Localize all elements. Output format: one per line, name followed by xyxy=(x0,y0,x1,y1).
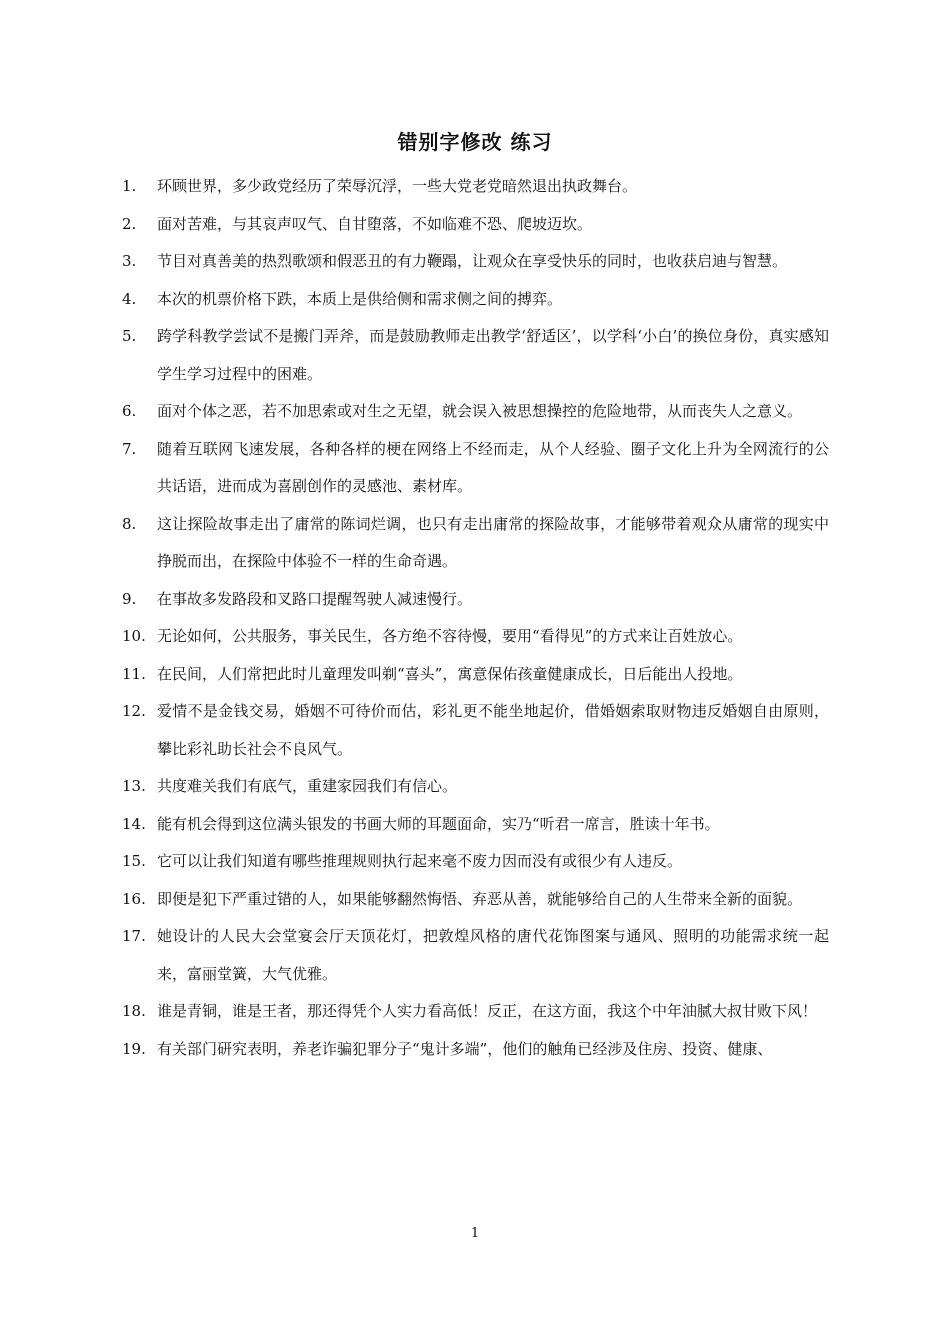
item-text: 有关部门研究表明，养老诈骗犯罪分子“鬼计多端”，他们的触角已经涉及住房、投资、健康、 xyxy=(157,1039,773,1058)
item-text: 在事故多发路段和叉路口提醒驾驶人减速慢行。 xyxy=(157,589,473,608)
list-item xyxy=(0,993,950,1031)
list-item xyxy=(0,768,950,806)
item-number: 2. xyxy=(122,214,137,233)
item-text: 随着互联网飞速发展，各种各样的梗在网络上不经而走，从个人经验、圈子文化上升为全网流行的公共话语，进而成为喜剧创作的灵感池、素材库。 xyxy=(157,439,829,495)
item-number: 17. xyxy=(122,927,146,945)
item-text: 即便是犯下严重过错的人，如果能够翻然悔悟、弃恶从善，就能够给自己的人生带来全新的面貌。 xyxy=(157,889,803,908)
item-number: 6. xyxy=(122,402,137,420)
list-item xyxy=(0,806,950,844)
item-text: 面对苦难，与其哀声叹气、自甘堕落，不如临难不恐、爬坡迈坎。 xyxy=(157,214,593,233)
item-text: 跨学科教学尝试不是搬门弄斧，而是鼓励教师走出教学‘舒适区’，以学科‘小白’的换位身份，真实感知学生学习过程中的困难。 xyxy=(157,327,829,383)
list-item xyxy=(0,281,950,319)
item-number: 7. xyxy=(122,439,137,458)
item-number: 8. xyxy=(122,514,137,533)
list-item xyxy=(0,431,950,506)
item-number: 14. xyxy=(122,814,146,833)
item-number: 13. xyxy=(122,777,146,795)
item-text: 谁是青铜，谁是王者，那还得凭个人实力看高低！反正，在这方面，我这个中年油腻大叔甘败下风！ xyxy=(157,1002,818,1020)
list-item xyxy=(0,618,950,656)
item-text: 能有机会得到这位满头银发的书画大师的耳题面命，实乃“听君一席言，胜读十年书。 xyxy=(157,814,720,833)
item-text: 它可以让我们知道有哪些推理规则执行起来毫不废力因而没有或很少有人违反。 xyxy=(157,852,683,870)
item-text: 在民间，人们常把此时儿童理发叫剃“喜头”，寓意保佑孩童健康成长，日后能出人投地。 xyxy=(157,664,743,683)
item-number: 15. xyxy=(122,852,146,870)
list-item xyxy=(0,656,950,694)
list-item xyxy=(0,918,950,993)
list-item xyxy=(0,393,950,431)
list-item xyxy=(0,693,950,768)
item-number: 1. xyxy=(122,177,137,195)
item-text: 这让探险故事走出了庸常的陈词烂调，也只有走出庸常的探险故事，才能够带着观众从庸常的现实中挣脱而出，在探险中体验不一样的生命奇遇。 xyxy=(157,514,829,570)
page-title: 错别字修改 练习 xyxy=(397,130,553,154)
list-item xyxy=(0,581,950,619)
list-item xyxy=(0,881,950,919)
item-text: 本次的机票价格下跌，本质上是供给侧和需求侧之间的搏弈。 xyxy=(157,289,563,308)
item-text: 爱情不是金钱交易，婚姻不可待价而估，彩礼更不能坐地起价，借婚姻索取财物违反婚姻自由原则，攀比彩礼助长社会不良风气。 xyxy=(157,702,829,758)
item-number: 16. xyxy=(122,889,146,908)
page-number: 1 xyxy=(470,1226,480,1241)
item-number: 19. xyxy=(122,1039,146,1058)
item-number: 5. xyxy=(122,327,137,345)
list-item xyxy=(0,243,950,281)
item-number: 12. xyxy=(122,702,146,720)
item-text: 无论如何，公共服务，事关民生，各方绝不容待慢，要用“看得见”的方式来让百姓放心。 xyxy=(157,627,743,645)
item-number: 10. xyxy=(122,627,146,645)
list-item xyxy=(0,1031,950,1069)
list-item xyxy=(0,318,950,393)
list-item xyxy=(0,506,950,581)
exercise-list xyxy=(0,168,950,1068)
item-number: 3. xyxy=(122,252,137,270)
item-number: 11. xyxy=(122,664,146,683)
item-text: 共度难关我们有底气，重建家园我们有信心。 xyxy=(157,777,458,795)
item-text: 节目对真善美的热烈歌颂和假恶丑的有力鞭蹋，让观众在享受快乐的同时，也收获启迪与智慧。 xyxy=(157,252,788,270)
item-number: 9. xyxy=(122,589,137,608)
item-text: 环顾世界，多少政党经历了荣辱沉浮，一些大党老党暗然退出执政舞台。 xyxy=(157,177,638,195)
item-number: 18. xyxy=(122,1002,146,1020)
list-item xyxy=(0,168,950,206)
item-number: 4. xyxy=(122,289,137,308)
list-item xyxy=(0,206,950,244)
item-text: 面对个体之恶，若不加思索或对生之无望，就会误入被思想操控的危险地带，从而丧失人之意义。 xyxy=(157,402,803,420)
item-text: 她设计的人民大会堂宴会厅天顶花灯，把敦煌风格的唐代花饰图案与通风、照明的功能需求统一起来，富丽堂簧，大气优雅。 xyxy=(157,927,829,983)
list-item xyxy=(0,843,950,881)
